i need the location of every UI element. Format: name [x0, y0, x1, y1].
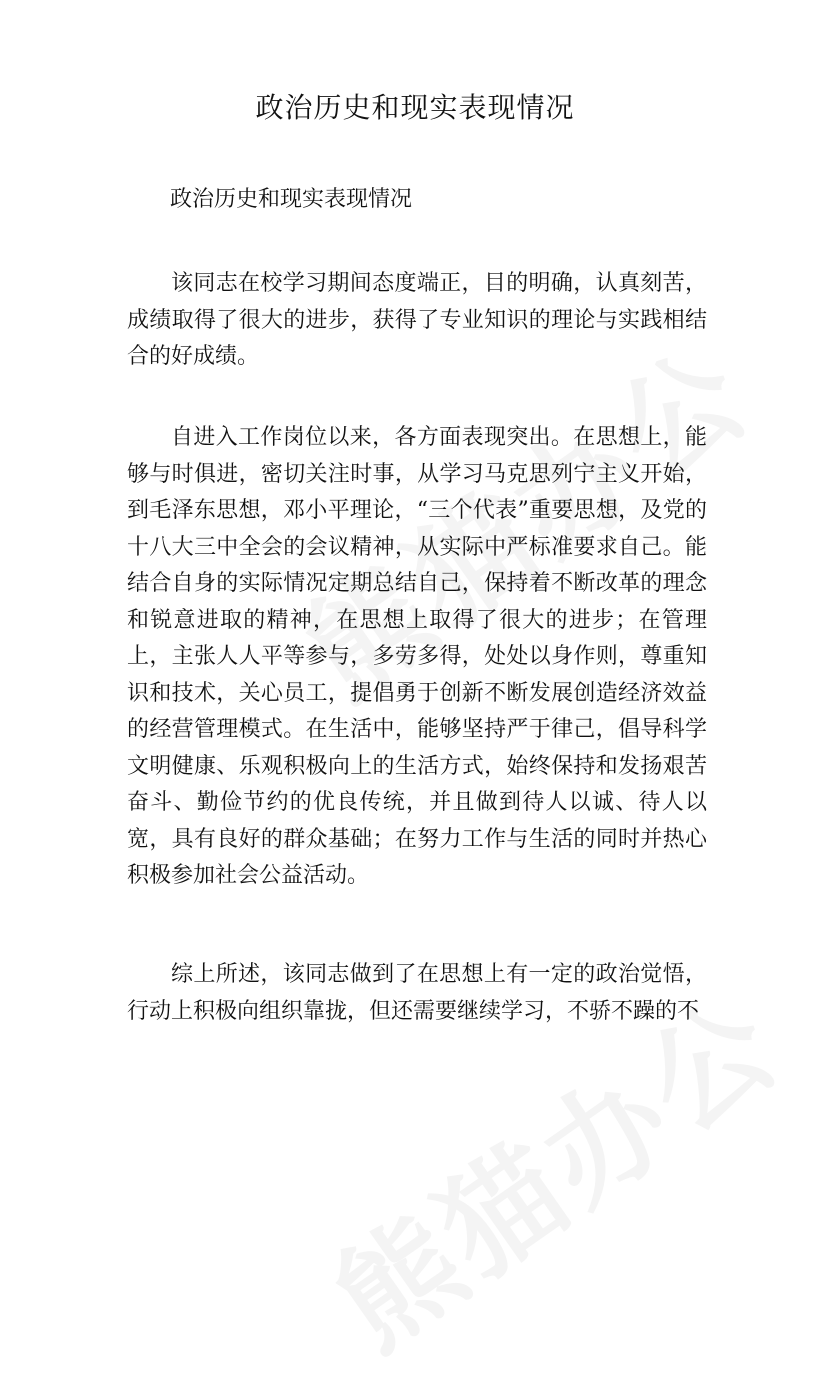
paragraph-study: 该同志在校学习期间态度端正，目的明确，认真刻苦，成绩取得了很大的进步，获得了专业知识的理论与实践相结合的好成绩。: [127, 271, 707, 369]
document-subtitle: 政治历史和现实表现情况: [170, 187, 413, 212]
paragraph-work: 自进入工作岗位以来，各方面表现突出。在思想上，能够与时俱进，密切关注时事，从学习马克思列宁主义开始，到毛泽东思想，邓小平理论，“三个代表”重要思想，及党的十八大三中全会的会议精神，从实际中严标准要求自己。能结合自身的实际情况定期总结自己，保持着不断改革的理念和锐意进取的精神，在思想上取得了很大的进步；在管理上，主张人人平等参与，多劳多得，处处以身作则，尊重知识和技术，关心员工，提倡勇于创新不断发展创造经济效益的经营管理模式。在生活中，能够坚持严于律己，倡导科学文明健康、乐观积极向上的生活方式，始终保持和发扬艰苦奋斗、勤俭节约的优良传统，并且做到待人以诚、待人以宽，具有良好的群众基础；在努力工作与生活的同时并热心积极参加社会公益活动。: [127, 425, 707, 888]
paragraph-summary: 综上所述，该同志做到了在思想上有一定的政治觉悟，行动上积极向组织靠拢，但还需要继续学习，不骄不躁的不: [127, 962, 707, 1024]
document-title: 政治历史和现实表现情况: [255, 91, 575, 124]
